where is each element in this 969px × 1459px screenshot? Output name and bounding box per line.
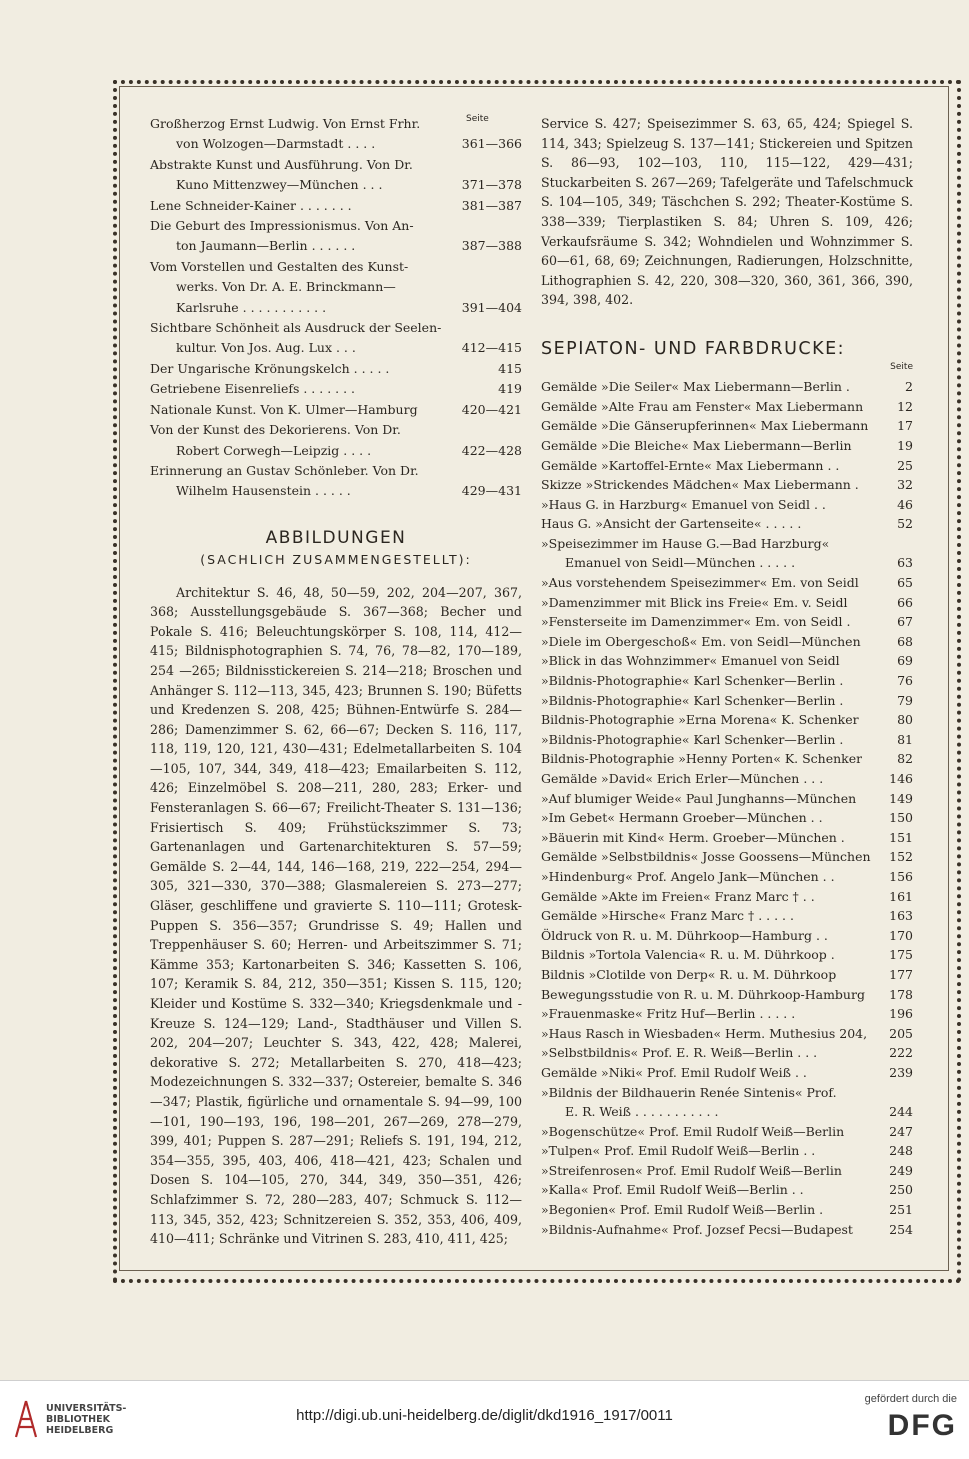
list-item xyxy=(541,632,913,652)
list-item-page: 254 xyxy=(889,1221,913,1237)
list-item-title: Gemälde »Kartoffel-Ernte« Max Liebermann . . xyxy=(541,457,840,473)
toc-entry xyxy=(150,155,522,196)
list-item-page: 152 xyxy=(889,849,913,865)
list-item-title: Gemälde »Hirsche« Franz Marc † . . . . . xyxy=(541,908,794,924)
list-item xyxy=(541,1004,913,1024)
dfg-funding[interactable] xyxy=(865,1393,957,1443)
toc-entry-last-line xyxy=(150,359,522,379)
list-item-title: »Bäuerin mit Kind« Herm. Groeber—München . xyxy=(541,829,845,845)
list-item-title: »Fensterseite im Damenzimmer« Em. von Seidl . xyxy=(541,614,851,630)
toc-entry-title: ton Jaumann—Berlin . . . . . . xyxy=(176,238,356,254)
list-item-page: 161 xyxy=(889,888,913,904)
abbildungen-title: ABBILDUNGEN xyxy=(265,527,407,548)
list-item xyxy=(541,730,913,750)
toc-entry-title: Nationale Kunst. Von K. Ulmer—Hamburg xyxy=(150,401,418,417)
toc-entry-page: 387—388 xyxy=(461,238,522,254)
abbildungen-heading xyxy=(150,528,522,571)
list-item xyxy=(541,691,913,711)
toc-entry xyxy=(150,379,522,399)
list-item xyxy=(541,769,913,789)
list-item-page: 81 xyxy=(897,731,913,747)
list-item-page: 196 xyxy=(889,1006,913,1022)
toc-entry-title: Lene Schneider-Kainer . . . . . . . xyxy=(150,197,352,213)
list-item-title: »Im Gebet« Hermann Groeber—München . . xyxy=(541,810,823,826)
list-item-title: »Haus G. in Harzburg« Emanuel von Seidl . . xyxy=(541,496,826,512)
list-item xyxy=(541,1180,913,1200)
list-item xyxy=(541,651,913,671)
list-item-page: 177 xyxy=(889,966,913,982)
list-item xyxy=(541,867,913,887)
toc-entry-last-line xyxy=(150,379,522,399)
toc-entry-title: Der Ungarische Krönungskelch . . . . . xyxy=(150,360,390,376)
list-item-page: 76 xyxy=(897,673,913,689)
list-item xyxy=(541,671,913,691)
toc-entry-last-line xyxy=(150,400,522,420)
list-item-title: E. R. Weiß . . . . . . . . . . . xyxy=(565,1104,719,1120)
list-item-page: 178 xyxy=(889,986,913,1002)
list-item xyxy=(541,416,913,436)
list-item-title: Gemälde »Die Seiler« Max Liebermann—Berlin . xyxy=(541,379,850,395)
list-item xyxy=(541,887,913,907)
list-item-page: 79 xyxy=(897,692,913,708)
list-item xyxy=(541,789,913,809)
list-item-page: 2 xyxy=(905,379,913,395)
toc-entry-title: von Wolzogen—Darmstadt . . . . xyxy=(176,136,376,152)
list-item-title: Gemälde »Alte Frau am Fenster« Max Liebermann xyxy=(541,398,864,414)
list-item-title: Haus G. »Ansicht der Gartenseite« . . . . . xyxy=(541,516,802,532)
toc-entry-line: Sichtbare Schönheit als Ausdruck der Seelen- xyxy=(150,320,442,336)
list-item-page: 63 xyxy=(897,555,913,571)
list-item-title: »Bogenschütze« Prof. Emil Rudolf Weiß—Berlin xyxy=(541,1123,845,1139)
list-item-title: »Bildnis-Aufnahme« Prof. Jozsef Pecsi—Budapest xyxy=(541,1221,853,1237)
list-item-page: 250 xyxy=(889,1182,913,1198)
toc-entry-title: Getriebene Eisenreliefs . . . . . . . xyxy=(150,381,356,397)
list-item xyxy=(541,514,913,534)
logo-line-3: HEIDELBERG xyxy=(46,1424,114,1436)
list-item xyxy=(541,553,913,573)
list-item-title: Emanuel von Seidl—München . . . . . xyxy=(565,555,796,571)
list-item-title: »Kalla« Prof. Emil Rudolf Weiß—Berlin . . xyxy=(541,1182,804,1198)
list-item-page: 68 xyxy=(897,633,913,649)
list-item-title: »Bildnis-Photographie« Karl Schenker—Berlin . xyxy=(541,692,844,708)
seite-header-right: Seite xyxy=(890,361,913,372)
list-item-title: »Tulpen« Prof. Emil Rudolf Weiß—Berlin . . xyxy=(541,1143,816,1159)
list-item xyxy=(541,573,913,593)
list-item-title: »Selbstbildnis« Prof. E. R. Weiß—Berlin . . . xyxy=(541,1045,818,1061)
toc-entry-last-line xyxy=(150,134,522,154)
toc-entry-page: 429—431 xyxy=(461,483,522,499)
list-item xyxy=(541,1141,913,1161)
table-of-contents xyxy=(150,114,522,502)
toc-entry-line: Vom Vorstellen und Gestalten des Kunst- xyxy=(150,258,409,274)
abbildungen-subtitle: (SACHLICH ZUSAMMENGESTELLT): xyxy=(200,552,472,568)
list-item-title: Skizze »Strickendes Mädchen« Max Liebermann . xyxy=(541,477,859,493)
toc-entry-line: Erinnerung an Gustav Schönleber. Von Dr. xyxy=(150,462,419,478)
toc-entry-page: 420—421 xyxy=(461,401,522,417)
list-item-title: Gemälde »Niki« Prof. Emil Rudolf Weiß . . xyxy=(541,1064,807,1080)
list-item xyxy=(541,965,913,985)
list-item-title: »Streifenrosen« Prof. Emil Rudolf Weiß—Berlin xyxy=(541,1162,842,1178)
right-column xyxy=(541,114,913,1239)
list-item xyxy=(541,749,913,769)
toc-entry-title: kultur. Von Jos. Aug. Lux . . . xyxy=(176,340,356,356)
list-item-page: 222 xyxy=(889,1045,913,1061)
abbildungen-index-right: Service S. 427; Speisezimmer S. 63, 65, 424; Spiegel S. 114, 343; Spielzeug S. 137—141; Stickereien und Spitzen S. 86—93, 102—103, 110, 115—122, 429—431; Stuckarbeiten S. 267—269; Tafelgeräte und Tafelschmuck S. 104—105, 349; Täschchen S. 292; Theater-Kostüme S. 338—339; Tierplastiken S. 84; Uhren S. 109, 426; Verkaufsräume S. 342; Wohndielen und Wohnzimmer S. 60—61, 68, 69; Zeichnungen, Radierungen, Holzschnitte, Lithographien S. 42, 220, 308—320, 360, 361, 366, 390, 394, 398, 402. xyxy=(541,116,913,308)
list-item-page: 239 xyxy=(889,1064,913,1080)
list-item-page: 146 xyxy=(889,771,913,786)
toc-entry-page: 412—415 xyxy=(461,340,522,356)
toc-entry xyxy=(150,420,522,461)
toc-entry-page: 361—366 xyxy=(461,136,522,152)
abbildungen-index-left: Architektur S. 46, 48, 50—59, 202, 204—207, 367, 368; Ausstellungsgebäude S. 367—368; Becher und Pokale S. 416; Beleuchtungskörper S. 108, 114, 412—415; Bildnisphotographien S. 74, 76, 78—82, 170—189, 254 —265; Bildnisstickereien S. 214—218; Broschen und Anhänger S. 112—113, 345, 423; Brunnen S. 190; Büfetts und Kredenzen S. 208, 425; Bühnen-Entwürfe S. 284—286; Damenzimmer S. 62, 66—67; Decken S. 116, 117, 118, 119, 120, 121, 430—431; Edelmetallarbeiten S. 104—105, 107, 344, 349, 418—423; Emailarbeiten S. 112, 426; Einzelmöbel S. 208—211, 280, 283; Erker- und Fensteranlagen S. 66—67; Freilicht-Theater S. 131—136; Frisiertisch S. 409; Frühstückszimmer S. 73; Gartenanlagen und Gartenarchitekturen S. 57—59; Gemälde S. 2—44, 144, 146—168, 219, 222—254, 294—305, 321—330, 370—388; Glasmalereien S. 273—277; Gläser, geschliffene und gravierte S. 110—111; Grotesk-Puppen S. 356—357; Grundrisse S. 49; Hallen und Treppenhäuser S. 60; Herren- und Arbeitszimmer S. 71; Kämme 353; Kartonarbeiten S. 346; Kassetten S. 106, 107; Keramik S. 84, 212, 350—351; Kissen S. 115, 120; Kleider und Kostüme S. 332—340; Kriegsdenkmale und -Kreuze S. 124—129; Land-, Stadthäuser und Villen S. 202, 204—207; Leuchter S. 343, 422, 428; Malerei, dekorative S. 272; Metallarbeiten S. 270, 418—423; Modezeichnungen S. 332—337; Ostereier, bemalte S. 346—347; Plastik, figürliche und ornamentale S. 94—99, 100—101, 190—193, 196, 198—201, 267—269, 278—279, 399, 401; Puppen S. 287—291; Reliefs S. 191, 194, 212, 354—355, 395, 403, 406, 418—421, 423; Schalen und Dosen S. 104—105, 270, 344, 349, 350—351, 426; Schlafzimmer S. 72, 280—283, 407; Schmuck S. 112—113, 345, 352, 423; Schnitzereien S. 352, 353, 406, 409, 410—411; Schränke und Vitrinen S. 283, 410, 411, 425; xyxy=(150,584,522,1247)
logo-line-1: UNIVERSITÄTS- xyxy=(46,1402,127,1414)
logo-line-2: BIBLIOTHEK xyxy=(46,1413,110,1425)
toc-entry xyxy=(150,196,522,216)
list-item-page: 67 xyxy=(897,614,913,630)
list-item xyxy=(541,1102,913,1122)
list-item-page: 149 xyxy=(889,790,913,806)
list-item-title: »Haus Rasch in Wiesbaden« Herm. Muthesius 204, xyxy=(541,1025,868,1041)
list-item-page: 156 xyxy=(889,868,913,884)
toc-entry-page: 371—378 xyxy=(461,177,522,193)
toc-entry-last-line xyxy=(150,236,522,256)
list-item xyxy=(541,377,913,397)
list-item-page: 244 xyxy=(889,1104,913,1120)
toc-entry-line: Die Geburt des Impressionismus. Von An- xyxy=(150,218,414,234)
list-item-title: Gemälde »Akte im Freien« Franz Marc † . . xyxy=(541,888,815,904)
toc-entry xyxy=(150,216,522,257)
seite-header-left: Seite xyxy=(466,114,489,124)
list-item-title: Bewegungsstudie von R. u. M. Dührkoop-Hamburg xyxy=(541,986,865,1002)
left-column xyxy=(150,114,522,1249)
sepiaton-title: SEPIATON- UND FARBDRUCKE: xyxy=(541,338,846,359)
list-item-title: Gemälde »David« Erich Erler—München . . . xyxy=(541,771,824,786)
list-item xyxy=(541,593,913,613)
list-item-page: 66 xyxy=(897,594,913,610)
toc-entry-title: Wilhelm Hausenstein . . . . . xyxy=(176,483,351,499)
list-item-title: »Diele im Obergeschoß« Em. von Seidl—München xyxy=(541,633,861,649)
list-item-title: Öldruck von R. u. M. Dührkoop—Hamburg . . xyxy=(541,927,828,943)
list-item-title: »Auf blumiger Weide« Paul Junghanns—München xyxy=(541,790,857,806)
list-item-page: 248 xyxy=(889,1143,913,1159)
list-item-title: »Blick in das Wohnzimmer« Emanuel von Seidl xyxy=(541,653,840,669)
toc-entry-line: Von der Kunst des Dekorierens. Von Dr. xyxy=(150,422,401,438)
toc-entry xyxy=(150,359,522,379)
list-item xyxy=(541,1200,913,1220)
list-item-title: »Bildnis-Photographie« Karl Schenker—Berlin . xyxy=(541,673,844,689)
list-item-title: Bildnis »Clotilde von Derp« R. u. M. Dührkoop xyxy=(541,966,837,982)
list-item-page: 46 xyxy=(897,496,913,512)
list-item xyxy=(541,828,913,848)
toc-entry xyxy=(150,461,522,502)
list-item-title: »Hindenburg« Prof. Angelo Jank—München . . xyxy=(541,868,835,884)
list-item-page: 69 xyxy=(897,653,913,669)
toc-entry-title: Robert Corwegh—Leipzig . . . . xyxy=(176,442,372,458)
sepiaton-list xyxy=(541,377,913,1239)
list-item-title: Gemälde »Die Bleiche« Max Liebermann—Berlin xyxy=(541,437,852,453)
list-item-title: »Damenzimmer mit Blick ins Freie« Em. v. Seidl xyxy=(541,594,848,610)
page-url-link[interactable]: http://digi.ub.uni-heidelberg.de/diglit/dkd1916_1917/0011 xyxy=(296,1407,673,1424)
list-item xyxy=(541,1043,913,1063)
list-item xyxy=(541,534,913,554)
toc-entry-title: Karlsruhe . . . . . . . . . . . xyxy=(176,299,327,315)
toc-entry-page: 391—404 xyxy=(461,299,522,315)
list-item-page: 52 xyxy=(897,516,913,532)
list-item xyxy=(541,495,913,515)
list-item-page: 205 xyxy=(889,1025,913,1041)
list-item xyxy=(541,1063,913,1083)
list-item xyxy=(541,985,913,1005)
list-item-title: Gemälde »Die Gänserupferinnen« Max Liebermann xyxy=(541,418,869,434)
list-item-title: »Frauenmaske« Fritz Huf—Berlin . . . . . xyxy=(541,1006,796,1022)
toc-entry-line: Großherzog Ernst Ludwig. Von Ernst Frhr. xyxy=(150,116,421,131)
toc-entry-title: Kuno Mittenzwey—München . . . xyxy=(176,177,383,193)
toc-entry-last-line xyxy=(150,298,522,318)
list-item-title: »Speisezimmer im Hause G.—Bad Harzburg« xyxy=(541,535,830,551)
list-item-page: 163 xyxy=(889,908,913,924)
funding-label: gefördert durch die xyxy=(864,1393,957,1405)
list-item-page xyxy=(883,1083,913,1103)
toc-entry xyxy=(150,400,522,420)
toc-entry-page: 415 xyxy=(498,360,522,376)
list-item xyxy=(541,926,913,946)
list-item-title: »Bildnis-Photographie« Karl Schenker—Berlin . xyxy=(541,731,844,747)
list-item-title: »Aus vorstehendem Speisezimmer« Em. von Seidl xyxy=(541,575,859,591)
list-item xyxy=(541,1083,913,1103)
list-item xyxy=(541,1122,913,1142)
list-item-page: 150 xyxy=(889,810,913,826)
list-item xyxy=(541,710,913,730)
toc-entry xyxy=(150,318,522,359)
list-item xyxy=(541,612,913,632)
toc-entry-page: 381—387 xyxy=(461,197,522,213)
list-item-page: 12 xyxy=(897,398,913,414)
toc-entry-line: Abstrakte Kunst und Ausführung. Von Dr. xyxy=(150,156,413,172)
list-item-page: 170 xyxy=(889,927,913,943)
list-item-page: 82 xyxy=(897,751,913,767)
list-item-title: Gemälde »Selbstbildnis« Josse Goossens—München xyxy=(541,849,871,865)
list-item xyxy=(541,1220,913,1240)
toc-entry-page: 419 xyxy=(498,381,522,397)
toc-entry-last-line xyxy=(150,441,522,461)
list-item-title: Bildnis-Photographie »Henny Porten« K. Schenker xyxy=(541,751,863,767)
list-item-page xyxy=(883,534,913,554)
list-item xyxy=(541,847,913,867)
toc-entry-last-line xyxy=(150,196,522,216)
list-item xyxy=(541,397,913,417)
dfg-logo: DFG xyxy=(887,1409,957,1442)
list-item-page: 247 xyxy=(889,1123,913,1139)
list-item-title: »Bildnis der Bildhauerin Renée Sintenis« Prof. xyxy=(541,1084,837,1100)
list-item-page: 17 xyxy=(897,418,913,434)
list-item-page: 19 xyxy=(897,437,913,453)
toc-entry xyxy=(150,114,522,155)
list-item-page: 65 xyxy=(897,575,913,591)
list-item-title: »Begonien« Prof. Emil Rudolf Weiß—Berlin . xyxy=(541,1202,824,1218)
toc-entry-line: werks. Von Dr. A. E. Brinckmann— xyxy=(176,279,396,295)
list-item-page: 175 xyxy=(889,947,913,963)
list-item xyxy=(541,945,913,965)
toc-entry-page: 422—428 xyxy=(461,442,522,458)
list-item xyxy=(541,808,913,828)
list-item-title: Bildnis »Tortola Valencia« R. u. M. Dührkoop . xyxy=(541,947,835,963)
list-item-page: 151 xyxy=(889,829,913,845)
list-item-page: 32 xyxy=(897,477,913,493)
list-item xyxy=(541,475,913,495)
list-item xyxy=(541,436,913,456)
toc-entry-last-line xyxy=(150,175,522,195)
list-item xyxy=(541,1161,913,1181)
list-item-page: 25 xyxy=(897,457,913,473)
viewer-footer xyxy=(0,1380,969,1459)
list-item xyxy=(541,456,913,476)
toc-entry-last-line xyxy=(150,338,522,358)
list-item xyxy=(541,906,913,926)
list-item-page: 251 xyxy=(889,1202,913,1218)
toc-entry-last-line xyxy=(150,481,522,501)
list-item-page: 80 xyxy=(897,712,913,728)
list-item xyxy=(541,1024,913,1044)
list-item-title: Bildnis-Photographie »Erna Morena« K. Schenker xyxy=(541,712,859,728)
list-item-page: 249 xyxy=(889,1162,913,1178)
toc-entry xyxy=(150,257,522,318)
